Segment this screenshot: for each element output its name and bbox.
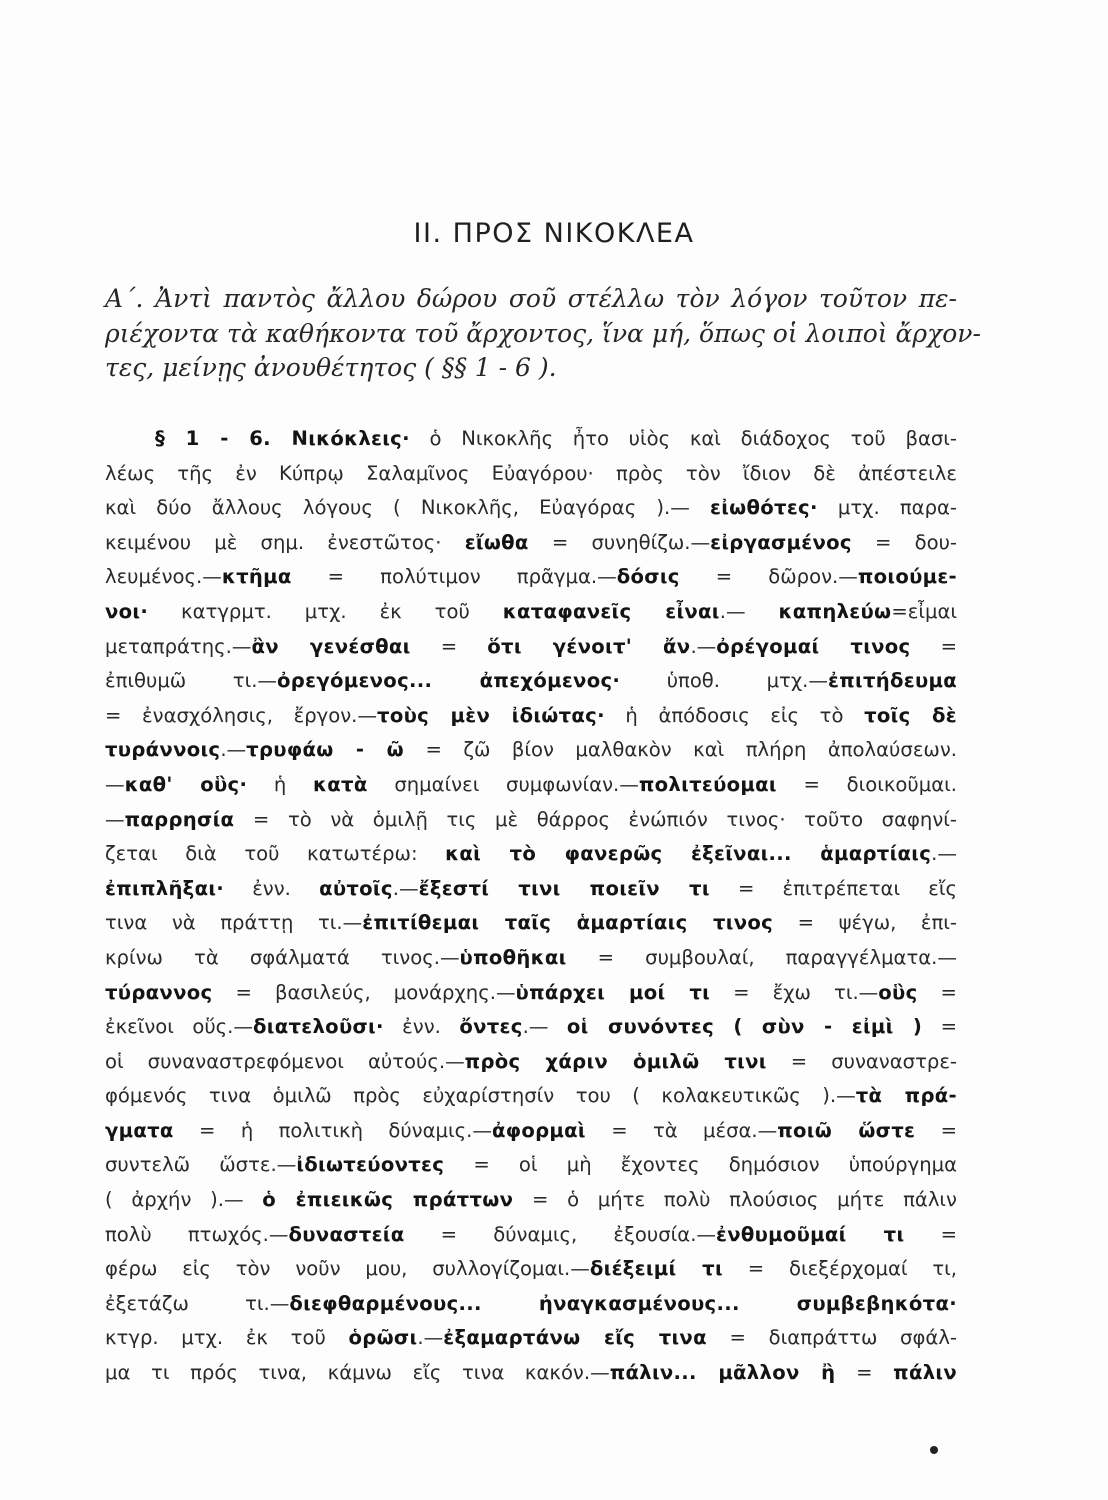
commentary-line [105,491,957,526]
lemma-term: οὓς [878,980,918,1004]
lemma-term: ποιούμε- [857,565,957,589]
lemma-term: τρυφάω - ῶ [246,738,404,762]
chapter-heading [0,218,1108,249]
commentary-line [105,1079,957,1114]
lemma-term: εἰργασμένος [710,530,852,554]
gloss-text: = ἔχω τι.— [710,980,879,1004]
gloss-text: = ψέγω, ἐπι- [773,911,957,935]
lemma-term: ἰδιωτεύοντες [296,1153,445,1177]
commentary-line [105,1321,957,1356]
chapter-summary [105,282,981,386]
commentary-line [105,1252,957,1287]
commentary-line [105,630,957,665]
gloss-text: πολὺ πτωχός.— [105,1222,289,1246]
commentary-line [105,803,957,838]
commentary-line [105,1356,957,1391]
gloss-text: καὶ δύο ἄλλους λόγους ( Νικοκλῆς, Εὐαγόρας ).— [105,496,711,520]
gloss-text: ἡ ἀπόδοσις εἰς τὸ [604,703,865,727]
lemma-term: ὀρέγομαί τινος [716,634,911,658]
gloss-text: τινα νὰ πράττῃ τι.— [105,911,363,935]
summary-line: Α΄. Ἀντὶ παντὸς ἄλλου δώρου σοῦ στέλλω τὸν λόγον τοῦτον πε- [105,284,957,313]
gloss-text: οἱ συναναστρεφόμενοι αὐτούς.— [105,1049,465,1073]
commentary-line [105,872,957,907]
commentary-line [105,1114,957,1149]
gloss-text: = [915,1118,957,1142]
gloss-text: =εἶμαι [891,599,957,623]
commentary-line [105,837,957,872]
gloss-text: = δῶρον.— [679,565,858,589]
gloss-text: = ὁ μήτε πολὺ πλούσιος μήτε πάλιν [513,1188,957,1212]
lemma-term: ἐπιτίθεμαι ταῖς ἁμαρτίαις τινος [362,911,774,935]
lemma-term: νοι· [105,599,149,623]
gloss-text: ἐπιθυμῶ τι.— [105,669,278,693]
lemma-term: ὑποθῆκαι [459,945,567,969]
gloss-text: συντελῶ ὥστε.— [105,1153,297,1177]
lemma-term: τοὺς μὲν ἰδιώτας· [377,703,605,727]
lemma-term: ἔξεστί τινι ποιεῖν τι [418,876,710,900]
lemma-term: ποιῶ ὥστε [777,1118,916,1142]
gloss-text: = [410,634,488,658]
commentary-text [105,422,957,1391]
commentary-line [105,768,957,803]
gloss-text: .— [522,1015,567,1039]
gloss-text: ἐνν. [383,1015,460,1039]
commentary-line [105,457,957,492]
lemma-term: ἀφορμαὶ [491,1118,586,1142]
gloss-text: = διεξέρχομαί τι, [722,1257,957,1281]
commentary-line [105,733,957,768]
lemma-term: τοῖς δὲ [864,703,957,727]
summary-line: τες, μείνῃς ἀνουθέτητος ( §§ 1 - 6 ). [105,353,557,383]
gloss-text: ἡ [247,772,314,796]
gloss-text: = [917,980,957,1004]
gloss-text: φόμενός τινα ὁμιλῶ πρὸς εὐχαρίστησίν του ( κολακευτικῶς ).— [105,1084,856,1108]
gloss-text: μεταπράτης.— [105,634,252,658]
lemma-term: διέξειμί τι [589,1257,723,1281]
commentary-line [105,526,957,561]
commentary-line [105,1218,957,1253]
gloss-text: — [105,807,125,831]
gloss-text: μα τι πρός τινα, κάμνω εἴς τινα κακόν.— [105,1361,610,1385]
gloss-text: = τὰ μέσα.— [585,1118,778,1142]
gloss-text: ἐξετάζω τι.— [105,1291,290,1315]
gloss-text: κτγρ. μτχ. ἐκ τοῦ [105,1326,349,1350]
gloss-text: ἐκεῖνοι οὕς.— [105,1015,254,1039]
gloss-text: .— [719,599,779,623]
commentary-line [105,422,957,457]
lemma-term: δυναστεία [288,1222,405,1246]
lemma-term: ἐνθυμοῦμαί τι [716,1222,905,1246]
gloss-text: = συναναστρε- [766,1049,957,1073]
gloss-text: κρίνω τὰ σφάλματά τινος.— [105,945,460,969]
gloss-text: = δύναμις, ἐξουσία.— [404,1222,717,1246]
gloss-text: κατγρμτ. μτχ. ἐκ τοῦ [148,599,503,623]
lemma-term: ὑπάρχει μοί τι [515,980,711,1004]
gloss-text: ὑποθ. μτχ.— [620,669,828,693]
lemma-term: πάλιν... μᾶλλον ἢ [609,1361,836,1385]
commentary-line [105,976,957,1011]
lemma-term: παρρησία [124,807,235,831]
lemma-term: καταφανεῖς εἶναι [502,599,720,623]
gloss-text: = [835,1361,894,1385]
chapter-numeral: II. [413,218,443,249]
lemma-term: διατελοῦσι· [253,1015,384,1039]
gloss-text: = ἐνασχόλησις, ἔργον.— [105,703,378,727]
gloss-text: .— [931,842,957,866]
commentary-line [105,595,957,630]
lemma-term: τύραννος [105,980,213,1004]
lemma-term: τὰ πρά- [855,1084,957,1108]
gloss-text: = οἱ μὴ ἔχοντες δημόσιον ὑπούργημα [444,1153,957,1177]
gloss-text: = συνηθίζω.— [528,530,711,554]
lemma-term: ὁ ἐπιεικῶς πράττων [262,1188,514,1212]
lemma-term: καπηλεύω [778,599,892,623]
lemma-term: δόσις [616,565,680,589]
commentary-line [105,1045,957,1080]
lemma-term: ἐπιτήδευμα [828,669,957,693]
gloss-text: = συμβουλαί, παραγγέλματα.— [566,945,957,969]
gloss-text: ( ἀρχήν ).— [105,1188,263,1212]
lemma-term: πάλιν [893,1361,957,1385]
gloss-text: = βασιλεύς, μονάρχης.— [212,980,516,1004]
gloss-text: .— [220,738,247,762]
lemma-term: αὐτοῖς [319,876,393,900]
gloss-text: = δου- [851,530,957,554]
gloss-text: = ἡ πολιτικὴ δύναμις.— [173,1118,492,1142]
lemma-term: ὄντες [459,1015,523,1039]
gloss-text: — [105,772,125,796]
summary-line: ριέχοντα τὰ καθήκοντα τοῦ ἄρχοντος, ἵνα μή, ὅπως οἱ λοιποὶ ἄρχον- [105,318,981,348]
commentary-line [105,1183,957,1218]
commentary-line [105,560,957,595]
gloss-text: = [922,1015,957,1039]
lemma-term: ἂν γενέσθαι [251,634,411,658]
lemma-term: πολιτεύομαι [638,772,777,796]
lemma-term: καὶ τὸ φανερῶς ἐξεῖναι... ἁμαρτίαις [445,842,932,866]
lemma-term: ὁρῶσι [348,1326,418,1350]
gloss-text: σημαίνει συμφωνίαν.— [367,772,639,796]
gloss-text: = πολύτιμον πρᾶγμα.— [291,565,617,589]
commentary-line [105,1148,957,1183]
lemma-term: ὅτι γένοιτ' ἄν [487,634,691,658]
gloss-text: .— [392,876,419,900]
commentary-line [105,664,957,699]
lemma-term: ἐξαμαρτάνω εἴς τινα [443,1326,707,1350]
gloss-text: = [910,634,957,658]
gloss-text: ὁ Νικοκλῆς ἦτο υἱὸς καὶ διάδοχος τοῦ βασι- [409,427,957,450]
gloss-text: λευμένος.— [105,565,222,589]
lemma-term: κατὰ [313,772,368,796]
lemma-term: διεφθαρμένους... ἠναγκασμένους... συμβεβηκότα· [289,1291,957,1315]
gloss-text: = ἐπιτρέπεται εἴς [709,876,957,900]
lemma-term: § 1 - 6. Νικόκλεις· [155,427,410,450]
gloss-text: λέως τῆς ἐν Κύπρῳ Σαλαμῖνος Εὐαγόρου· πρὸς τὸν ἴδιον δὲ ἀπέστειλε [105,461,957,485]
commentary-line [105,1287,957,1322]
lemma-term: ἐπιπλῆξαι· [105,876,225,900]
gloss-text: ζεται διὰ τοῦ κατωτέρω: [105,842,446,866]
lemma-term: εἰωθότες· [710,496,818,520]
gloss-text: = [904,1222,957,1246]
lemma-term: οἱ συνόντες ( σὺν - εἰμὶ ) [566,1015,923,1039]
lemma-term: καθ' οὓς· [124,772,248,796]
commentary-line [105,906,957,941]
page-mark [930,1446,938,1454]
gloss-text: = διαπράττω σφάλ- [706,1326,957,1350]
gloss-text: .— [417,1326,444,1350]
gloss-text: ἐνν. [224,876,320,900]
gloss-text: .— [690,634,717,658]
commentary-line [105,699,957,734]
gloss-text: μτχ. παρα- [817,496,957,520]
lemma-term: κτῆμα [221,565,292,589]
gloss-text: = ζῶ βίον μαλθακὸν καὶ πλήρη ἀπολαύσεων. [404,738,957,762]
lemma-term: γματα [105,1118,174,1142]
commentary-line [105,941,957,976]
gloss-text: φέρω εἰς τὸν νοῦν μου, συλλογίζομαι.— [105,1257,590,1281]
chapter-title: ΠΡΟΣ ΝΙΚΟΚΛΕΑ [452,218,695,249]
lemma-term: πρὸς χάριν ὁμιλῶ τινι [464,1049,767,1073]
lemma-term: ὀρεγόμενος... ἀπεχόμενος· [277,669,621,693]
lemma-term: τυράννοις [105,738,221,762]
commentary-line [105,1010,957,1045]
lemma-term: εἴωθα [464,530,529,554]
gloss-text: = διοικοῦμαι. [776,772,957,796]
gloss-text: κειμένου μὲ σημ. ἐνεστῶτος· [105,530,465,554]
gloss-text: = τὸ νὰ ὁμιλῇ τις μὲ θάρρος ἐνώπιόν τινος· τοῦτο σαφηνί- [234,807,957,831]
